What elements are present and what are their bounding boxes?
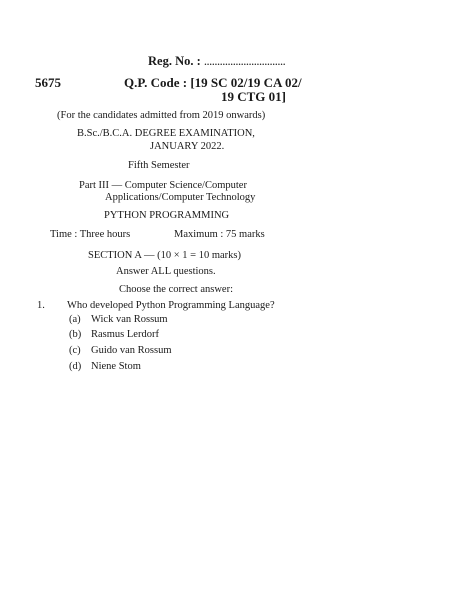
question-text: Who developed Python Programming Language?	[67, 300, 275, 311]
candidates-note: (For the candidates admitted from 2019 onwards)	[57, 110, 266, 121]
time-allowed: Time : Three hours	[50, 229, 131, 240]
semester: Fifth Semester	[128, 160, 190, 171]
maximum-marks: Maximum : 75 marks	[174, 229, 265, 240]
option-label-b: (b)	[69, 329, 82, 340]
instruction-answer-all: Answer ALL questions.	[116, 266, 216, 277]
option-text-c: Guido van Rossum	[91, 345, 172, 356]
option-label-c: (c)	[69, 345, 81, 356]
option-label-d: (d)	[69, 361, 82, 372]
qp-code-line1: Q.P. Code : [19 SC 02/19 CA 02/	[124, 75, 302, 90]
question-number: 1.	[37, 300, 45, 311]
reg-no-line	[148, 54, 285, 69]
part-line1: Part III — Computer Science/Computer	[79, 180, 247, 191]
subject-title: PYTHON PROGRAMMING	[104, 210, 230, 221]
degree-title-line2: JANUARY 2022.	[150, 141, 225, 152]
reg-no-dots: ...............................	[203, 54, 286, 68]
section-title: SECTION A — (10 × 1 = 10 marks)	[88, 250, 242, 261]
degree-title-line1: B.Sc./B.C.A. DEGREE EXAMINATION,	[77, 128, 255, 139]
paper-code: 5675	[35, 75, 61, 90]
reg-no-label: Reg. No. :	[148, 54, 201, 68]
option-label-a: (a)	[69, 314, 81, 325]
instruction-choose: Choose the correct answer:	[119, 284, 233, 295]
option-text-d: Niene Stom	[91, 361, 141, 372]
part-line2: Applications/Computer Technology	[105, 192, 256, 203]
qp-code-line2: 19 CTG 01]	[221, 89, 286, 104]
option-text-a: Wick van Rossum	[91, 314, 168, 325]
option-text-b: Rasmus Lerdorf	[91, 329, 159, 340]
